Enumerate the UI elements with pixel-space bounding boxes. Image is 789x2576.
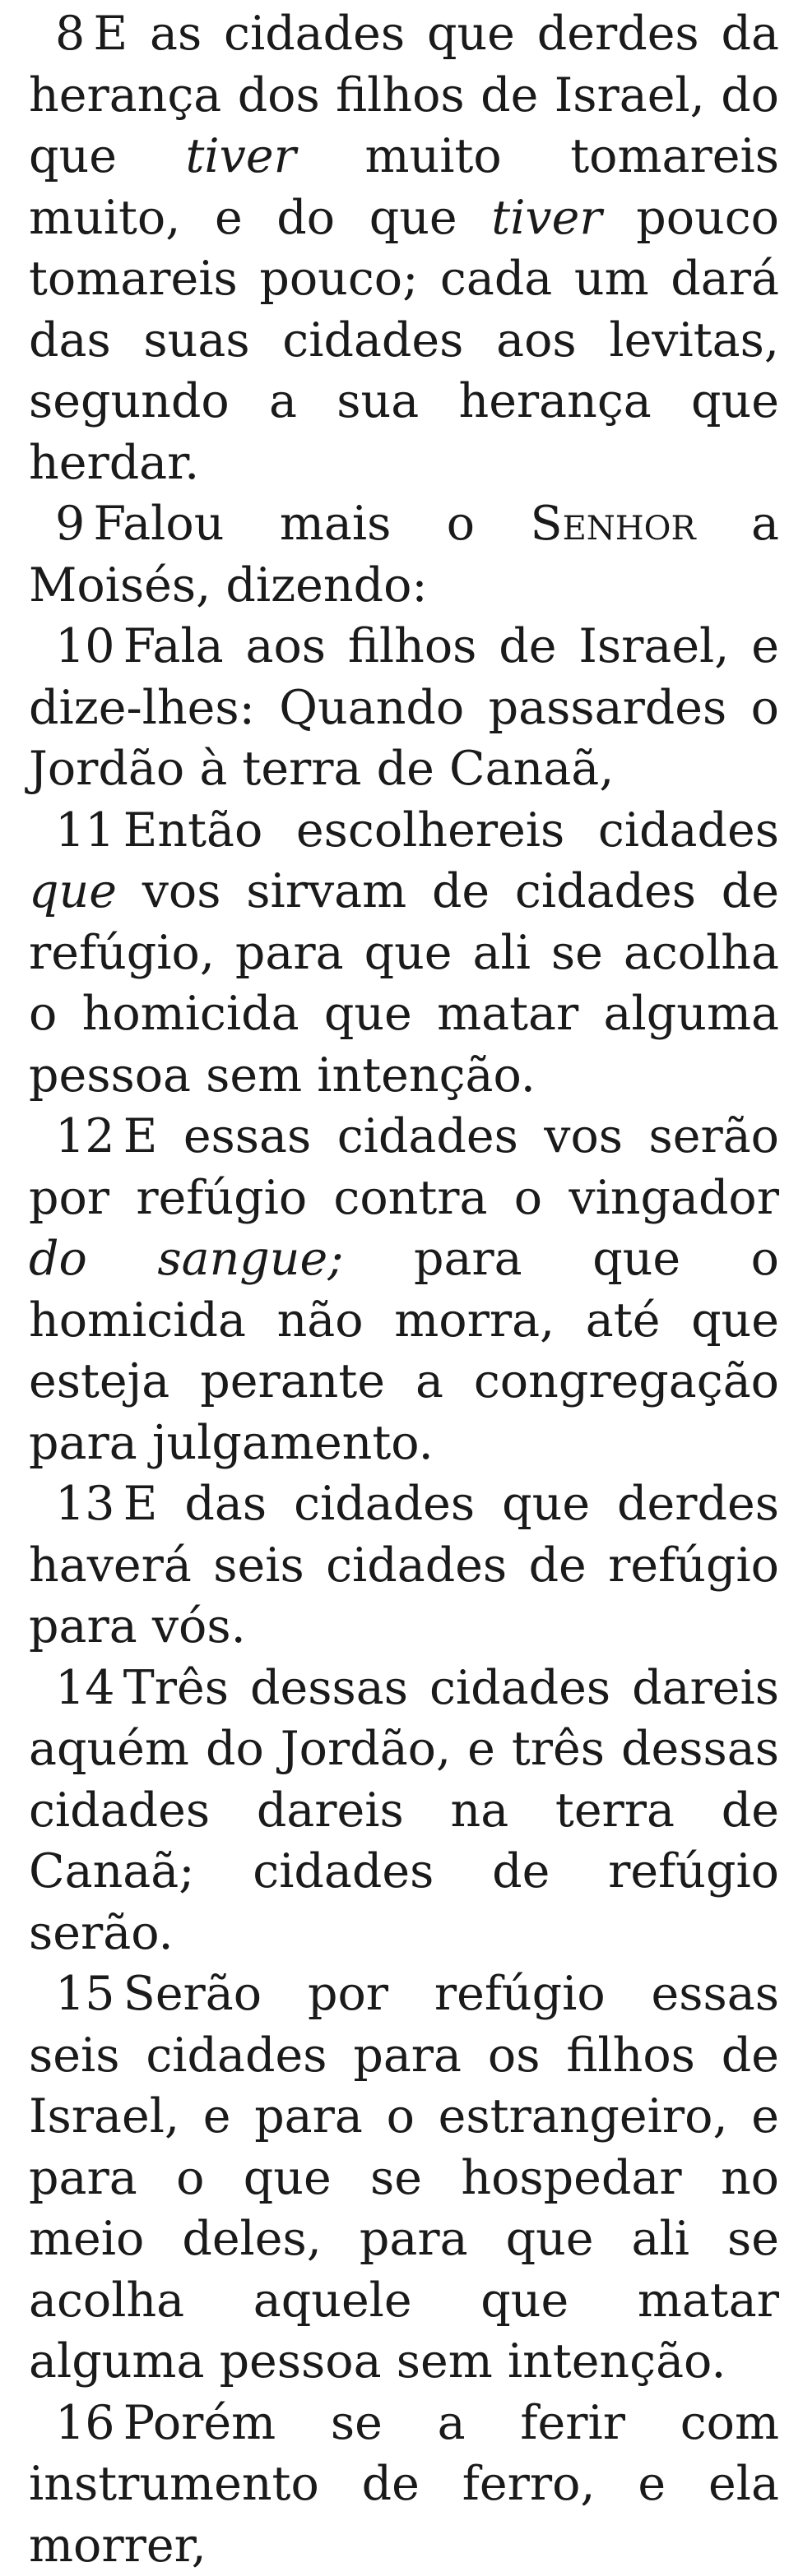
verse-text: E as cidades que derdes da herança dos filhos de Israel, do que: [29, 7, 779, 183]
verse-text: Falou mais o: [94, 497, 531, 551]
verse-number: 16: [55, 2396, 115, 2450]
verse-text: para que o homicida não morra, até que esteja perante a congregação para julgamento.: [29, 1232, 779, 1470]
verse-text-italic: tiver: [186, 129, 296, 183]
verse-12: [29, 1106, 779, 1473]
verse-16: [29, 2393, 779, 2576]
verse-8: [29, 3, 779, 493]
verse-text: Serão por refúgio essas seis cidades para os filhos de Israel, e para o estrangeiro, e para o que se hospedar no meio deles, para que ali se acolha aquele que matar alguma pessoa sem intenção.: [29, 1967, 779, 2389]
verse-number: 14: [55, 1661, 115, 1715]
verse-number: 9: [55, 497, 85, 551]
verse-number: 13: [55, 1477, 115, 1531]
verse-text: pouco tomareis pouco; cada um dará das suas cidades aos levitas, segundo a sua herança que herdar.: [29, 191, 779, 490]
verse-number: 11: [55, 803, 115, 858]
verse-15: [29, 1963, 779, 2393]
verse-text: Então escolhereis cidades: [123, 803, 779, 858]
verse-14: [29, 1658, 779, 1964]
verse-number: 8: [55, 7, 85, 61]
verse-text-italic: tiver: [491, 191, 601, 245]
verse-text: Porém se a ferir com instrumento de ferro, e ela morrer,: [29, 2396, 779, 2573]
verse-number: 10: [55, 619, 115, 673]
verse-text-small-caps: Senhor: [531, 497, 696, 551]
verse-text: Fala aos filhos de Israel, e dize-lhes: Quando passardes o Jordão à terra de Canaã,: [29, 619, 779, 796]
verse-text-italic: do sangue;: [29, 1232, 343, 1286]
verse-number: 12: [55, 1109, 115, 1163]
verse-text: vos sirvam de cidades de refúgio, para que ali se acolha o homicida que matar alguma pessoa sem intenção.: [29, 864, 779, 1103]
verse-text-italic: que: [29, 864, 117, 918]
verse-10: [29, 616, 779, 800]
verse-text: E das cidades que derdes haverá seis cidades de refúgio para vós.: [29, 1477, 779, 1653]
verse-text: E essas cidades vos serão por refúgio contra o vingador: [29, 1109, 779, 1225]
verse-13: [29, 1473, 779, 1658]
verse-text: muito tomareis muito, e do que: [29, 129, 779, 245]
verse-text: a Moisés, dizendo:: [29, 497, 779, 613]
verse-text: Três dessas cidades dareis aquém do Jordão, e três dessas cidades dareis na terra de Canaã; cidades de refúgio serão.: [29, 1661, 779, 1960]
verse-number: 15: [55, 1967, 115, 2021]
verse-11: [29, 800, 779, 1107]
verse-9: [29, 493, 779, 616]
